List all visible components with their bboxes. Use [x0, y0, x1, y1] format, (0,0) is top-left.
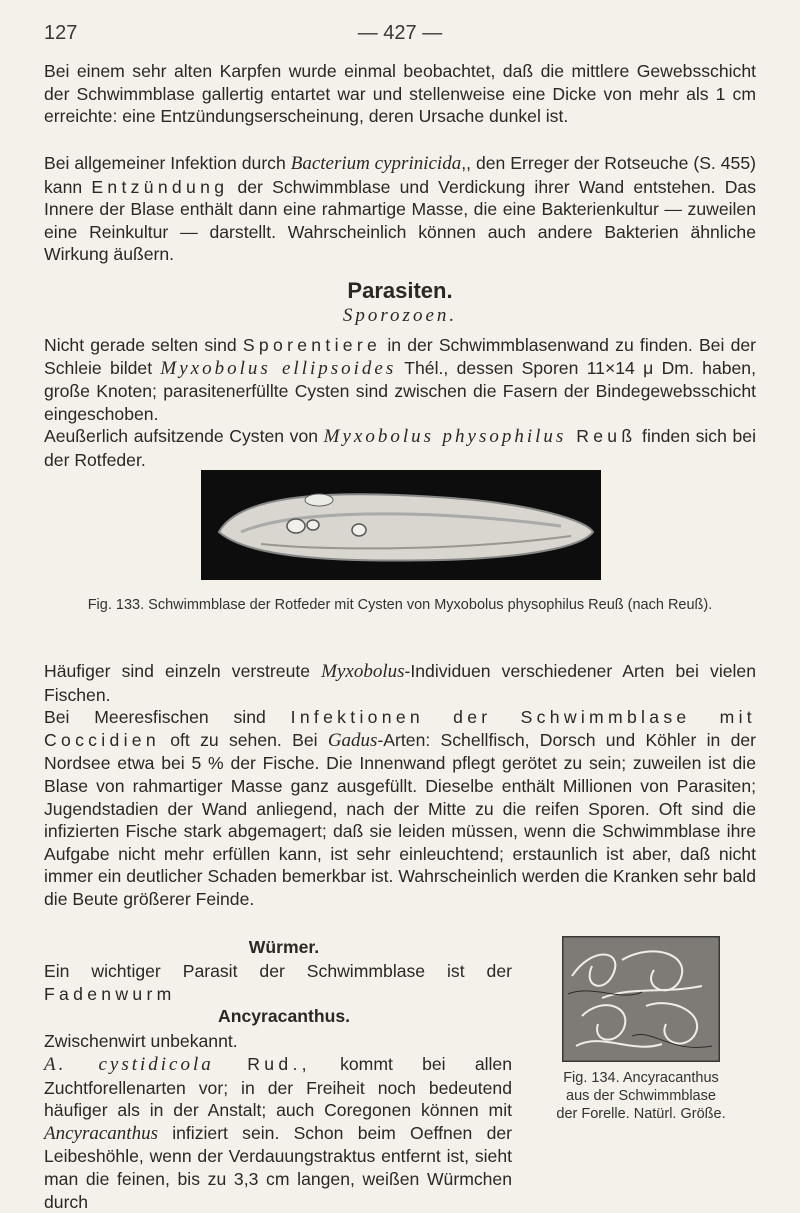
- heading-sporozoen: Sporozoen.: [342, 305, 458, 326]
- page-header: [44, 22, 756, 52]
- heading-ancyracanthus: Ancyracanthus.: [218, 1006, 350, 1026]
- figure-133-image: [201, 470, 601, 580]
- paragraph-gallertig: Bei einem sehr alten Karpfen wurde einmal beobachtet, daß die mittlere Gewebsschicht der Schwimmblase gallertig entartet war und stellenweise eine Dicke von mehr als 1 cm erreichte: eine Entzündungserscheinung, deren Ursache dunkel ist.: [44, 61, 756, 127]
- swim-bladder-illustration: [201, 470, 601, 580]
- figure-133-caption: Fig. 133. Schwimmblase der Rotfeder mit Cysten von Myxobolus physophilus Reuß (nach Reuß).: [87, 597, 713, 613]
- paragraph-bacterium: Bei allgemeiner Infektion durch Bacterium cyprinicida,, den Erreger der Rotseuche (S. 455) kann Entzündung der Schwimmblase und Verdickung ihrer Wand entstehen. Das Innere der Blase enthält dann eine rahmartige Masse, die eine Bakterienkultur — zuweilen eine Reinkultur — darstellt. Wahrscheinlich können auch andere Bakterien ähnliche Wirkung äußern.: [44, 153, 756, 265]
- worm-illustration: [562, 936, 720, 1062]
- page-number: 127: [44, 22, 78, 44]
- paragraph-myxobolus-coccidien: Häufiger sind einzeln verstreute Myxobolus-Individuen verschiedener Arten bei vielen Fischen. Bei Meeresfischen sind Infektionen der Schwimmblase mit Coccidien oft zu sehen. Bei Gadus-Arten: Schellfisch, Dorsch und Köhler in der Nordsee etwa bei 5 % der Fische. Die Innenwand pflegt gerötet zu sein; zuweilen ist die Blase von rahmartiger Masse ganz ausgefüllt. Dieselbe enthält Millionen von Parasiten; Jugendstadien der Wand anliegend, nach der Mitte zu die reifen Sporen. Oft sind die infizierten Fische stark abgemagert; daß sie leiden müssen, wenn die Schwimmblase ihre Aufgabe nicht mehr erfüllen kann, ist sehr einleuchtend; erstaunlich ist aber, daß nicht immer ein deutlicher Schaden bemerkbar ist. Wahrscheinlich werden die Kranken sehr bald die Beute größerer Feinde.: [44, 661, 757, 909]
- paragraph-cystidicola: A. cystidicola Rud., kommt bei allen Zuchtforellenarten vor; in der Freiheit noch bedeutend häufiger als in der Anstalt; auch Coregonen können mit Ancyracanthus infiziert sein. Schon beim Oeffnen der Leibeshöhle, wenn der Verdauungstraktus entfernt ist, sieht man die feinen, bis zu 3,3 cm langen, weißen Würmchen durch: [44, 1054, 512, 1212]
- paragraph-sporentiere: Nicht gerade selten sind Sporentiere in der Schwimmblasenwand zu finden. Bei der Schleie bildet Myxobolus ellipsoides Thél., dessen Sporen 11×14 μ Dm. haben, große Knoten; parasitenerfüllte Cysten sind zwischen die Fasern der Bindegewebsschicht eingeschoben. Aeußerlich aufsitzende Cysten von Myxobolus physophilus Reuß finden sich bei der Rotfeder.: [44, 335, 756, 470]
- heading-wuermer: Würmer.: [248, 937, 320, 957]
- paragraph-fadenwurm: Ein wichtiger Parasit der Schwimmblase ist der Fadenwurm: [44, 961, 512, 1004]
- figure-134-image: [562, 936, 720, 1062]
- figure-134-caption: Fig. 134. Ancyracanthus aus der Schwimmblase der Forelle. Natürl. Größe.: [556, 1070, 726, 1122]
- heading-parasiten: Parasiten.: [347, 278, 453, 303]
- running-head: — 427 —: [357, 22, 443, 44]
- paragraph-zwischenwirt: Zwischenwirt unbekannt.: [44, 1031, 238, 1051]
